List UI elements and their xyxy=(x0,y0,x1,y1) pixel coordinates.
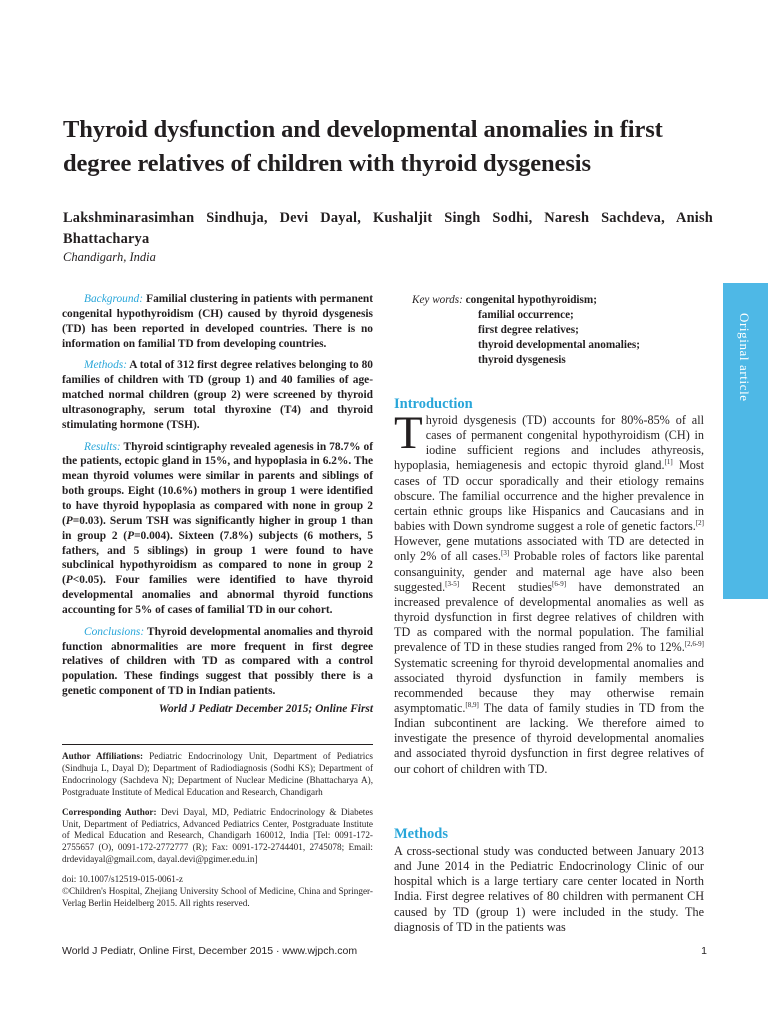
p-value-symbol: P xyxy=(127,529,135,542)
keyword: first degree relatives; xyxy=(478,323,579,336)
citation-source: World J Pediatr December 2015; Online First xyxy=(158,702,373,715)
results-label: Results: xyxy=(84,440,121,453)
corresponding-author xyxy=(62,807,373,867)
citation-ref[interactable]: [1] xyxy=(664,458,673,467)
citation-ref[interactable]: [2] xyxy=(695,519,704,528)
abstract-conclusions xyxy=(62,625,373,699)
page-footer xyxy=(62,945,707,957)
citation-ref[interactable]: [6-9] xyxy=(552,579,567,588)
author-affiliations xyxy=(62,751,373,799)
intro-sentence: Recent studies xyxy=(459,579,553,594)
intro-sentence: hyroid dysgenesis (TD) accounts for 80%-85% of all cases of permanent congenital hypothyroidism (CH) in iodine sufficient regions and includes athyreosis, hypoplasia, hemiagenesis and ectopic thyroid gland. xyxy=(394,413,704,473)
abstract-background xyxy=(62,292,373,351)
conclusions-label: Conclusions: xyxy=(84,625,145,638)
article-type-tab xyxy=(723,283,768,599)
introduction-text xyxy=(394,407,704,777)
doi[interactable]: doi: 10.1007/s12519-015-0061-z xyxy=(62,874,183,885)
footer-journal: World J Pediatr, Online First, December 2015 · www.wjpch.com xyxy=(62,945,358,957)
results-text-c: =0.004). Sixteen (7.8%) subjects (6 mothers, 5 fathers, and 5 siblings) in group 1 were found to have subclinical hypothyroidism as compared to none in group 2 ( xyxy=(62,529,373,587)
keywords xyxy=(412,293,712,368)
abstract-results xyxy=(62,440,373,618)
citation-ref[interactable]: [8,9] xyxy=(465,700,479,709)
methods-text: A total of 312 first degree relatives belonging to 80 families of children with TD (group 1) and 40 families of age-matched normal children (group 2) were screened by thyroid ultrasonography, serum total thyroxine (T4) and thyroid stimulating hormone (TSH). xyxy=(62,359,373,431)
citation-ref[interactable]: [3] xyxy=(501,549,510,558)
p-value-symbol: P xyxy=(65,514,73,527)
corresponding-label: Corresponding Author: xyxy=(62,806,157,817)
keyword: thyroid dysgenesis xyxy=(478,353,566,366)
results-text-d: <0.05). Four families were identified to have thyroid developmental anomalies and abnormal thyroid functions accounting for 5% of cases of familial TD in our cohort. xyxy=(62,574,373,616)
p-value-symbol: P xyxy=(65,574,73,587)
abstract-methods xyxy=(62,358,373,432)
intro-sentence: The data of family studies in TD from the Indian subcontinent are lacking. We therefore aimed to investigate the presence of thyroid developmental anomalies and associated thyroid dysfunction in first degree relatives of our cohort of children with TD. xyxy=(394,700,704,776)
results-text-a: Thyroid scintigraphy revealed agenesis in 78.7% of the patients, ectopic gland in 15%, and hypoplasia in 6.2%. The mean thyroid volumes were similar in parents and siblings of both groups. Eight (10.6%) mothers in group 1 were identified to have thyroid hypoplasia as compared with none in group 2 ( xyxy=(62,440,373,527)
background-text: Familial clustering in patients with permanent congenital hypothyroidism (CH) caused by thyroid dysgenesis (TD) has been reported in developed countries. There is no information on familial TD from developing countries. xyxy=(62,293,373,350)
introduction-heading: Introduction xyxy=(394,396,473,412)
affiliations-label: Author Affiliations: xyxy=(62,751,144,761)
affiliations-text: Pediatric Endocrinology Unit, Department of Pediatrics (Sindhuja L, Dayal D); Department of Radiodiagnosis (Sodhi KS); Department of Endocrinology (Sachdeva N); Department of Nuclear Medicine (Bhattacharya A), Postgraduate Institute of Medical Education and Research, Chandigarh xyxy=(62,751,373,797)
background-label: Background: xyxy=(84,293,144,305)
methods-paragraph: A cross-sectional study was conducted between January 2013 and June 2014 in the Pediatric Endocrinology Clinic of our hospital which is a large tertiary care center located in North India. First degree relatives of 80 children with permanent CH caused by TD (group 1) were included in the study. The diagnosis of TD in the patients was xyxy=(394,844,704,934)
intro-sentence: Systematic screening for thyroid developmental anomalies and associated thyroid dysfunction in family members is recommended because they may otherwise remain asymptomatic. xyxy=(394,655,704,715)
author-affiliations-block xyxy=(62,744,373,910)
conclusions-text: Thyroid developmental anomalies and thyroid function abnormalities are more frequent in first degree relatives of children with TD as compared with a control population. These findings suggest that possibly there is a genetic component of TD in Indian patients. xyxy=(62,625,373,698)
citation-ref[interactable]: [2,6-9] xyxy=(684,640,704,649)
intro-sentence: have demonstrated an increased prevalence of developmental anomalies as well as thyroid dysfunction in first degree relatives of children with TD as compared with the normal population. The familial prevalence of TD in these studies ranged from 2% to 12%. xyxy=(394,579,704,655)
article-type-label: Original article xyxy=(737,313,752,402)
article-title: Thyroid dysfunction and developmental anomalies in first degree relatives of children with thyroid dysgenesis xyxy=(63,116,663,177)
page-number: 1 xyxy=(701,945,707,957)
intro-sentence: Probable roles of factors like parental consanguinity, gender and maternal age have also been suggested. xyxy=(394,549,704,594)
author-list: Lakshminarasimhan Sindhuja, Devi Dayal, Kushaljit Singh Sodhi, Naresh Sachdeva, Anish Bhattacharya xyxy=(63,210,713,247)
copyright-notice: ©Children's Hospital, Zhejiang University School of Medicine, China and Springer-Verlag Berlin Heidelberg 2015. All rights reserved. xyxy=(62,886,373,908)
methods-text xyxy=(394,844,704,935)
keywords-label: Key words: xyxy=(412,294,463,306)
author-location: Chandigarh, India xyxy=(63,250,156,264)
keyword: congenital hypothyroidism; xyxy=(465,294,597,306)
citation-ref[interactable]: [3-5] xyxy=(445,579,460,588)
results-text-b: =0.03). Serum TSH was significantly higher in group 1 than in group 2 ( xyxy=(62,514,373,542)
corresponding-text: Devi Dayal, MD, Pediatric Endocrinology & Diabetes Unit, Department of Pediatrics, Advanced Pediatrics Center, Postgraduate Institute of Medical Education and Research, Chandigarh 160012, India [Tel: 0091-172-2755657 (O), 0091-172-2772777 (R); Fax: 0091-172-2744401, 2745078; Email: drdevidayal@gmail.com, dayal.devi@pgimer.edu.in] xyxy=(62,806,374,865)
intro-sentence: Most cases of TD occur sporadically and their etiology remains obscure. The familial occurrence and the higher prevalence in certain ethnic groups like Hispanics and Caucasians and in babies with Down syndrome suggest a role of genetic factors. xyxy=(394,458,704,534)
intro-sentence: However, gene mutations associated with TD are detected in only 2% of all cases. xyxy=(394,534,704,564)
keyword: familial occurrence; xyxy=(478,308,574,321)
abstract xyxy=(62,292,373,724)
dropcap-letter: T xyxy=(394,407,423,459)
keyword: thyroid developmental anomalies; xyxy=(478,338,641,351)
methods-heading: Methods xyxy=(394,826,448,842)
methods-label: Methods: xyxy=(84,359,128,372)
